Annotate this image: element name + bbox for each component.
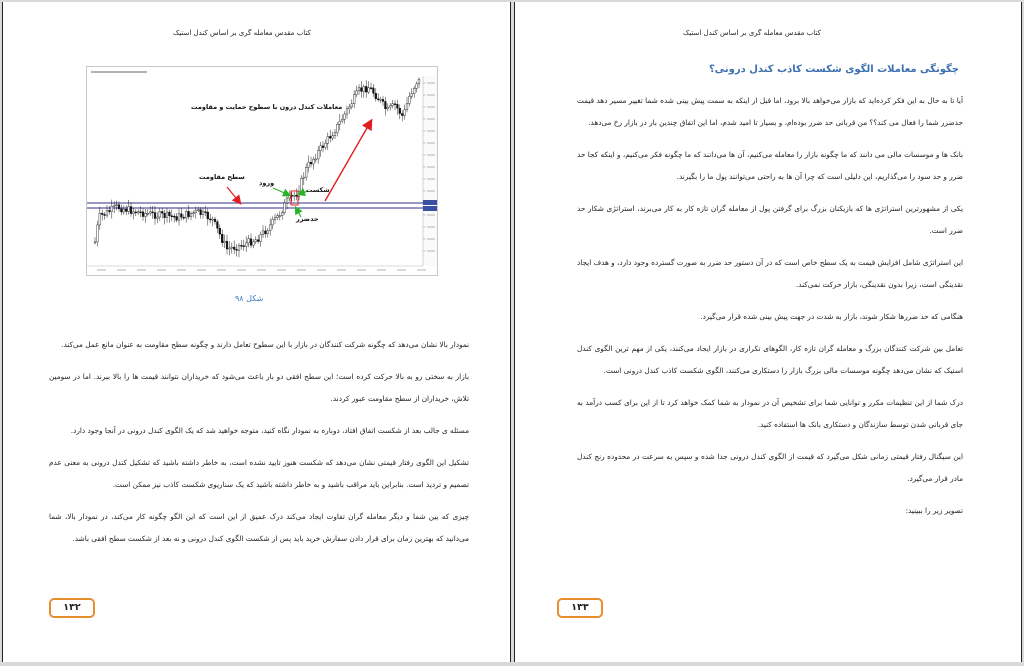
candle-body bbox=[418, 79, 420, 84]
candle-body bbox=[305, 167, 307, 177]
candle-body bbox=[166, 212, 168, 218]
resistance-arrow bbox=[227, 187, 240, 203]
candle-body bbox=[308, 162, 310, 167]
candle-body bbox=[116, 205, 118, 206]
candle-body bbox=[200, 210, 202, 215]
candle-body bbox=[416, 84, 418, 89]
paragraph: مسئله ی جالب بعد از شکست اتفاق افتاد، دوباره به نمودار نگاه کنید، متوجه خواهید شد که یک الگوی کندل درونی در آنجا وجود دارد. bbox=[70, 426, 469, 435]
breakout-label: شکست bbox=[306, 186, 330, 194]
candle-body bbox=[229, 248, 231, 249]
left-page bbox=[2, 2, 511, 662]
candle-body bbox=[169, 212, 171, 216]
candle-body bbox=[385, 101, 387, 108]
left-body-text bbox=[49, 334, 469, 560]
candle-body bbox=[188, 211, 190, 216]
paragraph: تشکیل این الگوی رفتار قیمتی نشان می‌دهد که شکست هنوز تایید نشده است، به خاطر داشته باشید که تشکیل کندل درونی به معنی عدم تصمیم و تردید است. بنابراین باید مراقب باشید و به خاطر داشته باشید که یک سناریوی شکست کاذب نیز ممکن است. bbox=[49, 458, 469, 489]
candle-body bbox=[401, 114, 403, 116]
candle-body bbox=[171, 216, 173, 217]
candle-body bbox=[207, 212, 209, 219]
candle-body bbox=[293, 195, 295, 196]
candle-body bbox=[133, 212, 135, 214]
candle-body bbox=[121, 209, 123, 212]
candle-body bbox=[277, 216, 279, 218]
candle-body bbox=[409, 96, 411, 103]
paragraph: هنگامی که حد ضررها شکار شوند، بازار به شدت در جهت پیش بینی شده قرار می‌گیرد. bbox=[700, 312, 963, 321]
candle-body bbox=[137, 212, 139, 213]
candle-body bbox=[209, 219, 211, 220]
candle-body bbox=[109, 210, 111, 211]
candle-body bbox=[226, 241, 228, 249]
page-number: ۱۳۳ bbox=[557, 598, 603, 618]
figure-caption: شکل ۹۸ bbox=[235, 294, 264, 303]
candle-body bbox=[387, 107, 389, 109]
candle-body bbox=[212, 219, 214, 220]
price-axis bbox=[423, 76, 437, 266]
candle-body bbox=[183, 217, 185, 218]
candle-body bbox=[370, 88, 372, 89]
candle-body bbox=[351, 104, 353, 107]
page-number: ۱۳۲ bbox=[49, 598, 95, 618]
candle-body bbox=[157, 217, 159, 218]
candle-body bbox=[253, 242, 255, 245]
candle-body bbox=[399, 108, 401, 113]
candle-body bbox=[269, 225, 271, 231]
candle-body bbox=[380, 99, 382, 100]
candle-body bbox=[375, 93, 377, 98]
stop-loss-label: حدضرر bbox=[296, 215, 319, 223]
right-page bbox=[514, 2, 1022, 662]
paragraph: تعامل بین شرکت کنندگان بزرگ و معامله گران تازه کار، الگوهای تکراری در بازار ایجاد می‌کنند، یکی از مهم ترین الگوی کندل استیک که نشان می‌دهد چگونه موسسات مالی بزرگ بازار را دستکاری می‌کنند، الگوی شکست کاذب کندل درونی است. bbox=[577, 344, 963, 375]
candle-body bbox=[113, 206, 115, 207]
candle-body bbox=[161, 211, 163, 213]
candle-body bbox=[289, 195, 291, 198]
candle-body bbox=[382, 99, 384, 101]
candle-body bbox=[339, 121, 341, 124]
section-title: چگونگی معاملات الگوی شکست کاذب کندل درونی؟ bbox=[708, 64, 959, 75]
candle-body bbox=[353, 95, 355, 104]
candle-body bbox=[111, 206, 113, 211]
candle-body bbox=[344, 114, 346, 119]
candle-body bbox=[159, 211, 161, 217]
candle-body bbox=[197, 210, 199, 211]
candle-body bbox=[341, 119, 343, 121]
candle-body bbox=[154, 213, 156, 219]
paragraph: بازار به سختی رو به بالا حرکت کرده است؛ این سطح افقی دو بار باعث می‌شود که خریداران نتوانند قیمت ها را بالا ببرند. اما در سومین تلاش، خریداران از سطح مقاومت عبور کردند. bbox=[49, 372, 469, 403]
candle-body bbox=[214, 219, 216, 222]
paragraph: درک شما از این تنظیمات مکرر و توانایی شما برای تشخیص آن در نمودار به شما کمک خواهد کرد تا از این برای کسب درآمد به جای قربانی شدن توسط سازندگان و دستکاری بانک ها استفاده کنید. bbox=[577, 398, 963, 429]
candle-body bbox=[320, 146, 322, 151]
candle-body bbox=[389, 106, 391, 107]
candle-body bbox=[250, 239, 252, 246]
paragraph: چیزی که بین شما و دیگر معامله گران تفاوت ایجاد می‌کند درک عمیق از این است که این الگو چگونه کار می‌کند، در نمودار بالا، شما می‌دانید که بهترین زمان برای قرار دادن سفارش خرید باید پس از شکست الگوی کندل درونی و نه بعد از شکست سطح افقی باشد. bbox=[49, 512, 469, 543]
paragraph: تصویر زیر را ببینید: bbox=[905, 506, 963, 515]
candle-body bbox=[145, 213, 147, 216]
candle-body bbox=[274, 218, 276, 220]
candle-body bbox=[164, 213, 166, 217]
candle-body bbox=[279, 216, 281, 217]
candle-body bbox=[178, 214, 180, 220]
chart-canvas bbox=[87, 67, 437, 275]
candle-body bbox=[205, 212, 207, 213]
candle-body bbox=[185, 211, 187, 218]
paragraph: این استراتژی شامل افزایش قیمت به یک سطح خاص است که در آن دستور حد ضرر به صورت گسترده وجود دارد، و هدف ایجاد نقدینگی است، زیرا بدون نقدینگی، بازار حرکت نمی‌کند. bbox=[577, 258, 963, 289]
candle-body bbox=[296, 195, 298, 196]
candle-body bbox=[233, 247, 235, 249]
candle-body bbox=[193, 213, 195, 214]
candle-body bbox=[301, 178, 303, 191]
candle-body bbox=[322, 146, 324, 148]
candle-body bbox=[106, 210, 108, 215]
candle-body bbox=[219, 228, 221, 234]
chart-title-annotation: معاملات کندل درون با سطوح حمایت و مقاومت bbox=[191, 103, 343, 111]
candle-body bbox=[377, 99, 379, 100]
candle-body bbox=[310, 162, 312, 164]
candle-body bbox=[238, 245, 240, 250]
candle-body bbox=[248, 239, 250, 243]
entry-label: ورود bbox=[259, 179, 275, 187]
candle-body bbox=[140, 212, 142, 213]
candle-body bbox=[325, 143, 327, 147]
candle-body bbox=[243, 246, 245, 247]
candle-body bbox=[284, 203, 286, 213]
candle-body bbox=[272, 219, 274, 225]
candle-body bbox=[265, 231, 267, 234]
running-head: کتاب مقدس معامله گری بر اساس کندل استیک bbox=[173, 29, 311, 37]
candle-body bbox=[118, 205, 120, 209]
candle-body bbox=[221, 234, 223, 243]
candle-body bbox=[286, 198, 288, 203]
candle-body bbox=[262, 231, 264, 235]
upmove-arrow bbox=[325, 121, 371, 201]
price-tag-upper bbox=[423, 200, 437, 205]
candle-body bbox=[190, 213, 192, 216]
candle-body bbox=[365, 86, 367, 92]
candle-body bbox=[346, 109, 348, 114]
candle-body bbox=[202, 212, 204, 215]
candle-body bbox=[413, 88, 415, 93]
candle-body bbox=[337, 124, 339, 132]
candle-body bbox=[224, 241, 226, 242]
right-body-text bbox=[577, 90, 963, 532]
candle-body bbox=[236, 249, 238, 250]
candle-body bbox=[392, 104, 394, 106]
candle-body bbox=[368, 88, 370, 92]
candle-body bbox=[334, 133, 336, 136]
candle-body bbox=[123, 209, 125, 212]
candle-body bbox=[142, 212, 144, 217]
candle-body bbox=[176, 216, 178, 220]
candle-body bbox=[195, 210, 197, 213]
candle-body bbox=[135, 212, 137, 213]
candle-body bbox=[356, 91, 358, 95]
candle-body bbox=[332, 136, 334, 138]
candle-body bbox=[313, 159, 315, 164]
candle-body bbox=[217, 222, 219, 229]
candlestick-chart bbox=[86, 66, 438, 276]
candle-body bbox=[104, 215, 106, 216]
candle-body bbox=[315, 159, 317, 160]
candle-body bbox=[181, 214, 183, 217]
candle-body bbox=[361, 88, 363, 92]
candle-body bbox=[267, 231, 269, 234]
candle-body bbox=[281, 213, 283, 216]
entry-arrow bbox=[273, 188, 289, 195]
paragraph: نمودار بالا نشان می‌دهد که چگونه شرکت کنندگان در بازار با این سطوح تعامل دارند و چگونه سطح مقاومت به عنوان مانع عمل می‌کند. bbox=[61, 340, 469, 349]
candle-body bbox=[130, 207, 132, 214]
candle-body bbox=[99, 213, 101, 225]
paragraph: آیا تا به حال به این فکر کرده‌اید که بازار می‌خواهد بالا برود، اما قبل از اینکه به سمت پیش بینی شده شما تغییر مسیر دهد قیمت حدضرر شما را فعال می کند؟؟ من قربانی حد ضرر بوده‌ام، و بسیار تا امید شدم، اما این اتفاق چندین بار در بازار رخ می‌دهد. bbox=[577, 96, 963, 127]
candle-body bbox=[173, 216, 175, 217]
candle-body bbox=[231, 247, 233, 248]
candle-body bbox=[245, 243, 247, 246]
candle-body bbox=[125, 209, 127, 211]
candle-body bbox=[349, 107, 351, 109]
candle-body bbox=[257, 240, 259, 242]
paragraph: بانک ها و موسسات مالی می دانند که ما چگونه بازار را معامله می‌کنیم، آن ها می‌دانند که ما چگونه فکر می‌کنیم، و اینکه کجا حد ضرر و حد سود را می‌گذاریم، این دلیلی است که چرا آن ها به راحتی می‌توانند پول ما را بگیرند. bbox=[577, 150, 963, 181]
candle-body bbox=[260, 235, 262, 242]
candle-body bbox=[363, 86, 365, 91]
candle-body bbox=[406, 103, 408, 109]
candle-body bbox=[327, 136, 329, 143]
candle-body bbox=[152, 212, 154, 213]
candle-body bbox=[373, 88, 375, 93]
candle-body bbox=[358, 88, 360, 91]
candle-body bbox=[241, 245, 243, 246]
candle-body bbox=[128, 207, 130, 212]
candle-body bbox=[394, 104, 396, 105]
price-tag-lower bbox=[423, 206, 437, 211]
candle-body bbox=[411, 94, 413, 97]
candle-body bbox=[147, 213, 149, 214]
paragraph: یکی از مشهورترین استراتژی ها که بازیکنان بزرگ برای گرفتن پول از معامله گران تازه کار به کار می‌برند، استراتژی شکار حد ضرر است. bbox=[577, 204, 963, 235]
candle-body bbox=[397, 104, 399, 108]
running-head: کتاب مقدس معامله گری بر اساس کندل استیک bbox=[683, 29, 821, 37]
candle-body bbox=[329, 136, 331, 138]
candle-body bbox=[404, 110, 406, 116]
candle-body bbox=[303, 177, 305, 178]
candle-body bbox=[94, 242, 96, 243]
candle-body bbox=[97, 225, 99, 242]
resistance-label: سطح مقاومت bbox=[199, 173, 245, 181]
candle-body bbox=[149, 212, 151, 213]
candle-body bbox=[255, 240, 257, 242]
candle-body bbox=[101, 213, 103, 214]
paragraph: این سیگنال رفتار قیمتی زمانی شکل می‌گیرد که قیمت از الگوی کندل درونی جدا شده و سپس به سرعت در محدوده رنج کندل مادر قرار می‌گیرد. bbox=[577, 452, 963, 483]
candle-body bbox=[317, 151, 319, 159]
